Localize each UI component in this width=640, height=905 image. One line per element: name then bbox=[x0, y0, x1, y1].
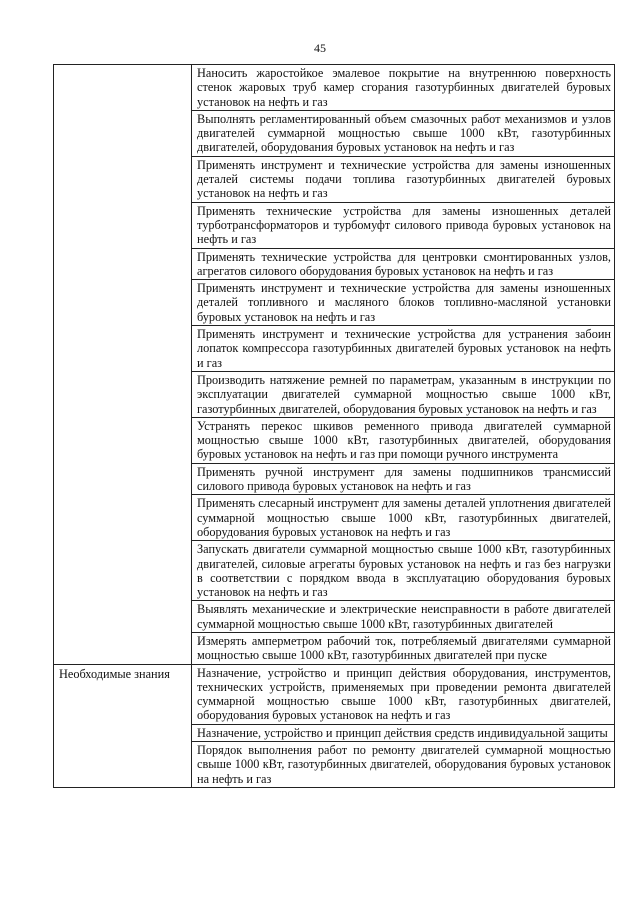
skills-label-cell bbox=[54, 65, 192, 665]
table-row bbox=[54, 664, 615, 724]
table-cell: Выполнять регламентированный объем смазочных работ механизмов и узлов двигателей суммарной мощностью свыше 1000 кВт, газотурбинных двигателей, оборудования буровых установок на нефть и газ bbox=[192, 110, 615, 156]
table-cell: Наносить жаростойкое эмалевое покрытие на внутреннюю поверхность стенок жаровых труб камер сгорания газотурбинных двигателей буровых установок на нефть и газ bbox=[192, 65, 615, 111]
table-cell: Применять технические устройства для центровки смонтированных узлов, агрегатов силового оборудования буровых установок на нефть и газ bbox=[192, 248, 615, 280]
table-cell: Порядок выполнения работ по ремонту двигателей суммарной мощностью свыше 1000 кВт, газотурбинных двигателей, оборудования буровых установок на нефть и газ bbox=[192, 742, 615, 788]
table-row bbox=[54, 65, 615, 111]
table-cell: Производить натяжение ремней по параметрам, указанным в инструкции по эксплуатации двигателей суммарной мощностью свыше 1000 кВт, газотурбинных двигателей, оборудования буровых установок на нефть и газ bbox=[192, 371, 615, 417]
table-cell: Применять инструмент и технические устройства для устранения забоин лопаток компрессора газотурбинных двигателей буровых установок на нефть и газ bbox=[192, 326, 615, 372]
table-cell: Устранять перекос шкивов ременного привода двигателей суммарной мощностью свыше 1000 кВт, газотурбинных двигателей, оборудования буровых установок на нефть и газ при помощи ручного инструмента bbox=[192, 417, 615, 463]
table-cell: Назначение, устройство и принцип действия оборудования, инструментов, технических устройств, применяемых при проведении ремонта двигателей суммарной мощностью свыше 1000 кВт, газотурбинных двигателей, оборудования буровых установок на нефть и газ bbox=[192, 664, 615, 724]
table-cell: Применять инструмент и технические устройства для замены изношенных деталей топливного и масляного блоков топливно-масляной установки буровых установок на нефть и газ bbox=[192, 280, 615, 326]
table-cell: Назначение, устройство и принцип действия средств индивидуальной защиты bbox=[192, 724, 615, 741]
table-cell: Измерять амперметром рабочий ток, потребляемый двигателями суммарной мощностью свыше 1000 кВт, газотурбинных двигателей при пуске bbox=[192, 632, 615, 664]
table-cell: Применять инструмент и технические устройства для замены изношенных деталей системы подачи топлива газотурбинных двигателей буровых установок на нефть и газ bbox=[192, 156, 615, 202]
table-cell: Выявлять механические и электрические неисправности в работе двигателей суммарной мощностью свыше 1000 кВт, газотурбинных двигателей bbox=[192, 601, 615, 633]
requirements-table bbox=[53, 64, 615, 788]
table-cell: Применять слесарный инструмент для замены деталей уплотнения двигателей суммарной мощностью свыше 1000 кВт, газотурбинных двигателей, оборудования буровых установок на нефть и газ bbox=[192, 495, 615, 541]
table-cell: Применять ручной инструмент для замены подшипников трансмиссий силового привода буровых установок на нефть и газ bbox=[192, 463, 615, 495]
knowledge-label: Необходимые знания bbox=[54, 664, 192, 787]
table-cell: Запускать двигатели суммарной мощностью свыше 1000 кВт, газотурбинных двигателей, силовые агрегаты буровых установок на нефть и газ без нагрузки в соответствии с порядком ввода в эксплуатацию оборудования буровых установок на нефть и газ bbox=[192, 541, 615, 601]
page-number: 45 bbox=[314, 41, 326, 55]
table-cell: Применять технические устройства для замены изношенных деталей турботрансформаторов и турбомуфт силового привода буровых установок на нефть и газ bbox=[192, 202, 615, 248]
